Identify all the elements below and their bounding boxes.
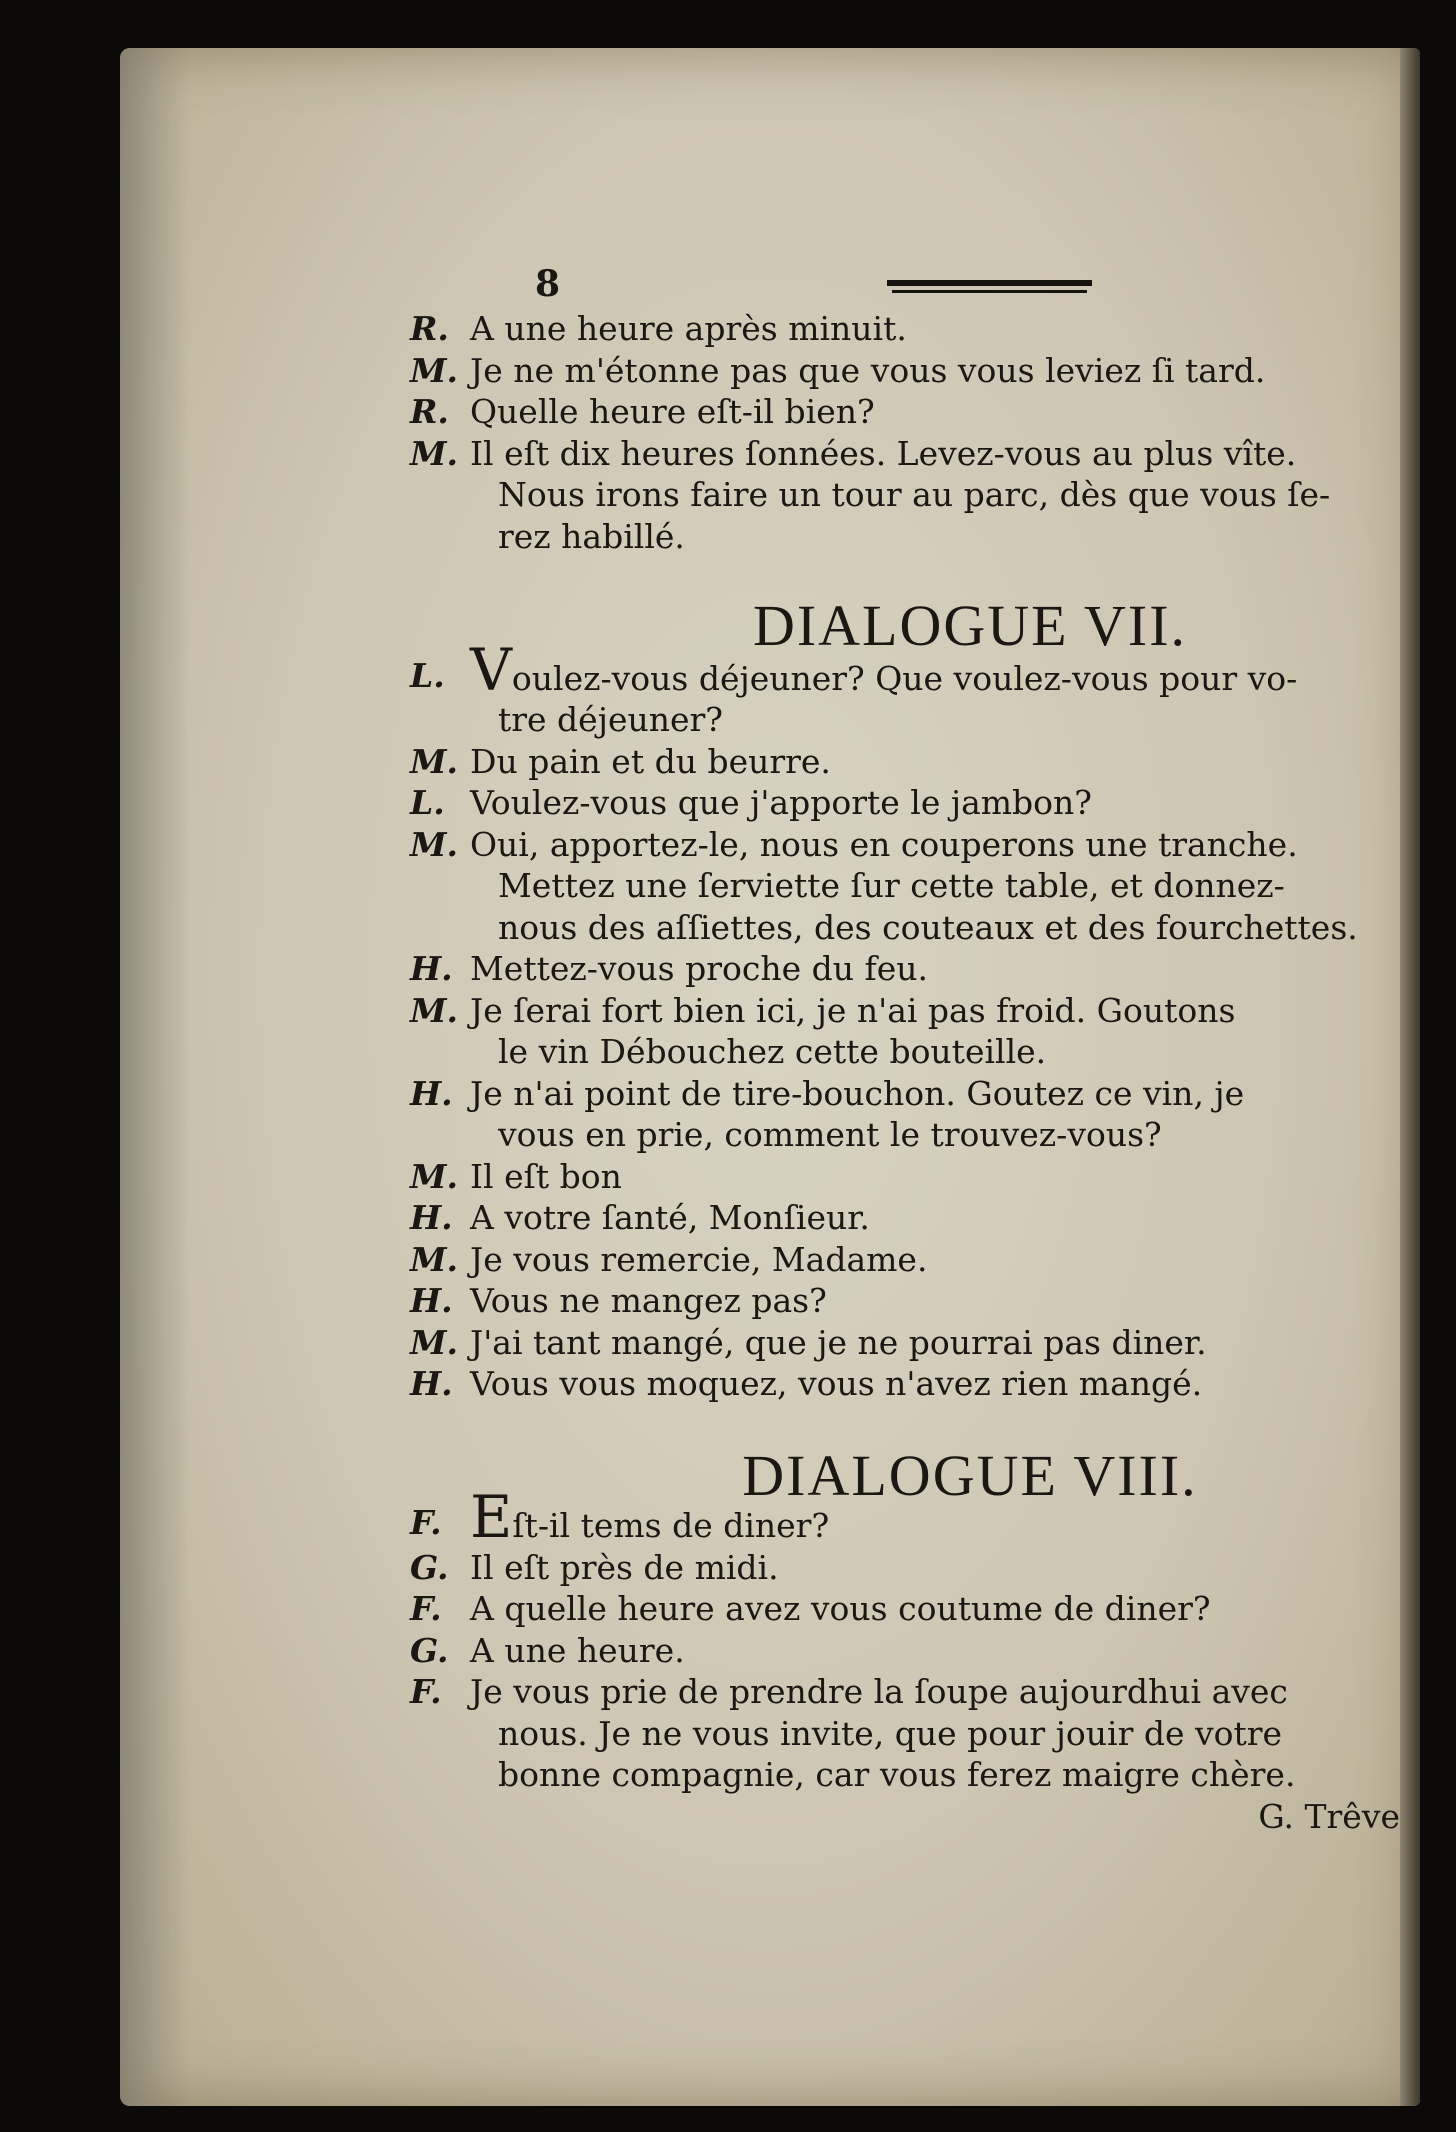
continuation-line: bonne compagnie, car vous ferez maigre chère.: [498, 1755, 1296, 1794]
speaker-label: L.: [410, 783, 445, 822]
continuation-line: nous des aſſiettes, des couteaux et des fourchettes.: [498, 907, 1358, 947]
dialogue-line: R. A une heure après minuit.: [410, 309, 907, 348]
continuation-line: nous. Je ne vous invite, que pour jouir de votre: [498, 1713, 1283, 1753]
line-text: Il eſt près de midi.: [470, 1547, 779, 1587]
text-block: [410, 218, 1420, 1837]
continuation-line: Nous irons faire un tour au parc, dès que vous ſe-: [498, 475, 1331, 514]
speaker-label: H.: [410, 1198, 453, 1237]
dialogue-line: [410, 1239, 1420, 1281]
dialogue-line: [410, 1363, 1420, 1405]
dialogue-title: DIALOGUE VIII.: [742, 1442, 1198, 1508]
continuation-line: tre déjeuner?: [498, 700, 723, 739]
line-text: Du pain et du beurre.: [470, 741, 831, 781]
line-text: Je vous prie de prendre la ſoupe aujourdhui avec: [470, 1672, 1288, 1711]
header-ornament-rule: [887, 280, 1092, 286]
line-text: A quelle heure avez vous coutume de diner?: [470, 1589, 1211, 1628]
speaker-label: H.: [410, 1364, 453, 1403]
dialogue-line: L. Voulez-vous déjeuner? Que voulez-vous pour vo-: [410, 635, 1298, 704]
header-ornament-rule-thin: [892, 290, 1087, 293]
dialogue-line: [410, 1073, 1420, 1115]
speaker-label: H.: [410, 1281, 453, 1320]
speaker-label: M.: [410, 1239, 459, 1279]
dialogue-line: R. Quelle heure eſt-il bien?: [410, 392, 875, 431]
speaker-label: M.: [410, 824, 459, 864]
speaker-label: M.: [410, 1322, 459, 1362]
line-text: J'ai tant mangé, que je ne pourrai pas diner.: [470, 1322, 1207, 1362]
dialogue-line: [410, 1197, 1420, 1239]
line-text: Vous ne mangez pas?: [470, 1281, 827, 1320]
catchword: G. Trêve: [1258, 1796, 1400, 1836]
dialogue-line: M. Je ne m'étonne pas que vous vous leviez ſi tard.: [410, 350, 1266, 390]
dialogue-line: [410, 1156, 1420, 1198]
page-edge-shadow: [120, 48, 190, 2106]
dialogue-line: [410, 1630, 1420, 1672]
line-text: Mettez-vous proche du feu.: [470, 949, 928, 988]
speaker-label: M.: [410, 1156, 459, 1196]
line-text: Oui, apportez-le, nous en couperons une tranche.: [470, 824, 1298, 864]
dialogue-line: [410, 1671, 1420, 1713]
drop-capital: E: [470, 1483, 513, 1551]
dialogue-line: F. Eſt-il tems de diner?: [410, 1483, 830, 1551]
speaker-label: H.: [410, 1073, 453, 1113]
drop-capital: V: [470, 635, 512, 704]
dialogue-section-8: [410, 1483, 1420, 1796]
line-text: Je vous remercie, Madame.: [470, 1239, 928, 1279]
line-text: A votre ſanté, Monſieur.: [470, 1198, 870, 1237]
continuation-line: le vin Débouchez cette bouteille.: [498, 1032, 1047, 1071]
line-text: Je ſerai fort bien ici, je n'ai pas froid. Goutons: [470, 990, 1236, 1030]
book-page: [120, 48, 1420, 2106]
dialogue-line: [410, 1280, 1420, 1322]
continuation-line: vous en prie, comment le trouvez-vous?: [498, 1115, 1162, 1154]
speaker-label: H.: [410, 949, 453, 988]
speaker-label: M.: [410, 990, 459, 1030]
speaker-label: F.: [410, 1672, 442, 1711]
continuation-line: rez habillé.: [498, 516, 685, 556]
dialogue-line: [410, 824, 1420, 866]
dialogue-line: [410, 1547, 1420, 1589]
speaker-label: M.: [410, 741, 459, 781]
dialogue-line: [410, 1588, 1420, 1630]
dialogue-line: [410, 1322, 1420, 1364]
dialogue-section-7: [410, 635, 1420, 1405]
dialogue-line: [410, 990, 1420, 1032]
speaker-label: G.: [410, 1547, 449, 1587]
line-text: Il eſt bon: [470, 1156, 622, 1196]
speaker-label: G.: [410, 1630, 449, 1670]
dialogue-line: M. Il eſt dix heures ſonnées. Levez-vous au plus vîte.: [410, 433, 1297, 473]
dialogue-line: [410, 948, 1420, 990]
dialogue-line: [410, 782, 1420, 824]
dialogue-line: [410, 741, 1420, 783]
continuation-line: Mettez une ſerviette ſur cette table, et donnez-: [498, 866, 1285, 905]
page-number: 8: [535, 263, 561, 305]
dialogue-title: DIALOGUE VII.: [752, 593, 1188, 658]
line-text: Voulez-vous que j'apporte le jambon?: [470, 783, 1092, 822]
page-header: [410, 218, 1420, 308]
speaker-label: F.: [410, 1589, 442, 1628]
line-text: Vous vous moquez, vous n'avez rien mangé.: [470, 1364, 1203, 1403]
line-text: Je n'ai point de tire-bouchon. Goutez ce vin, je: [470, 1073, 1245, 1113]
line-text: A une heure.: [470, 1630, 685, 1670]
